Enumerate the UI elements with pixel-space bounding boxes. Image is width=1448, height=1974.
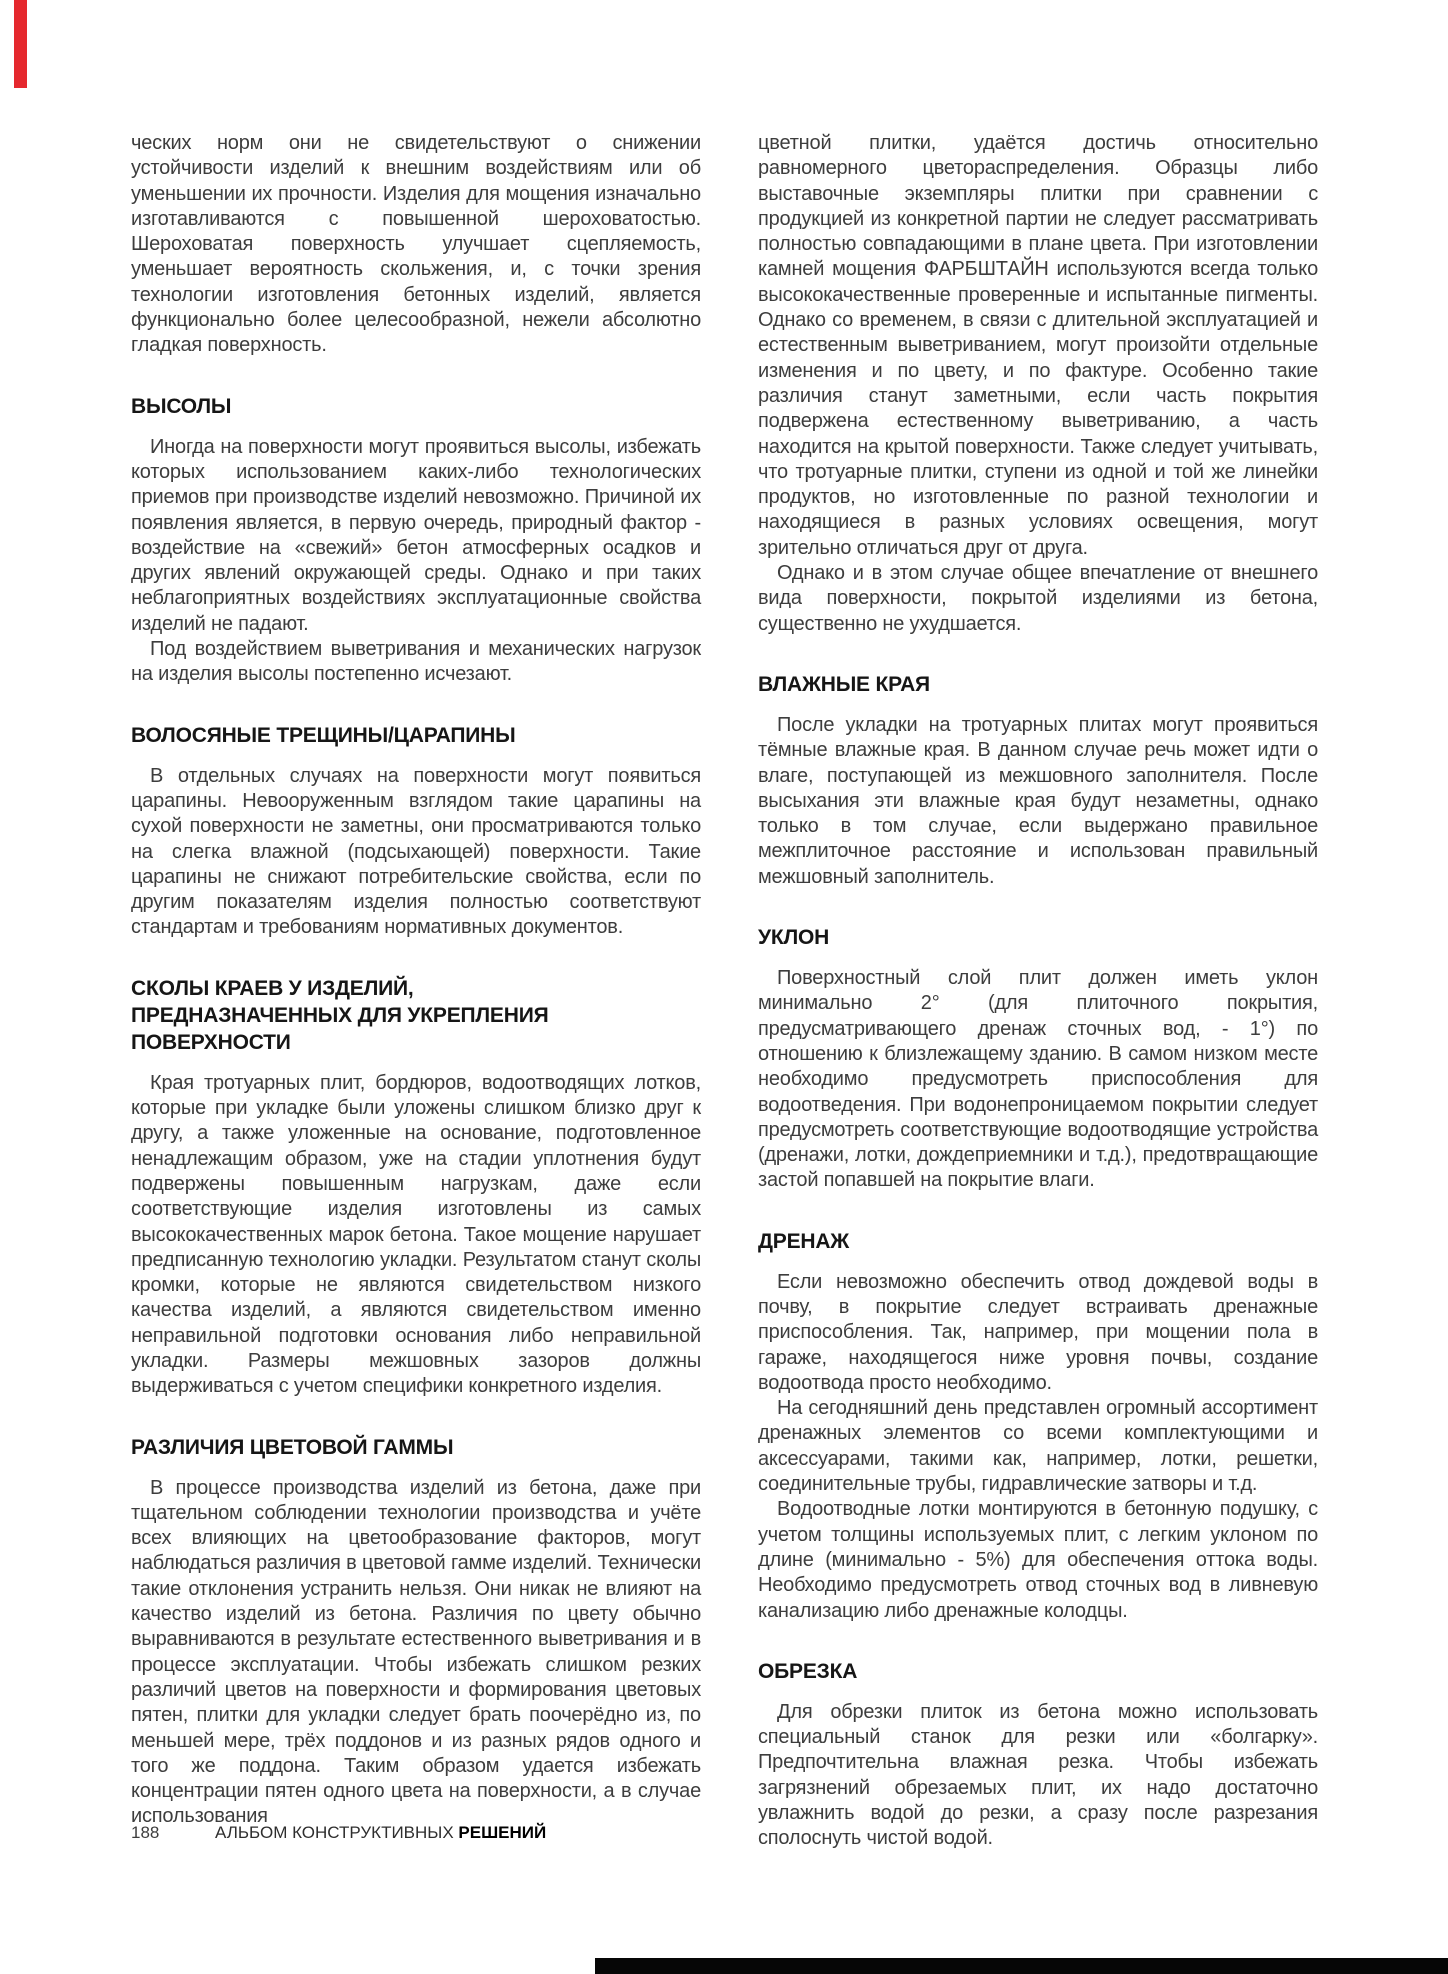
body-paragraph: Под воздействием выветривания и механических нагрузок на изделия высолы постепенно исчезают. — [131, 638, 701, 686]
body-paragraph: Однако и в этом случае общее впечатление от внешнего вида поверхности, покрытой изделиями из бетона, существенно не ухудшается. — [758, 562, 1318, 635]
body-paragraph: В отдельных случаях на поверхности могут появиться царапины. Невооруженным взглядом такие царапины на сухой поверхности не заметны, они просматриваются только на слегка влажной (подсыхающей) поверхности. Такие царапины не снижают потребительские свойства, если по другим показателям изделия полностью соответствуют стандартам и требованиям нормативных документов. — [131, 764, 701, 939]
page-number: 188 — [131, 1823, 160, 1842]
section-heading-vysoly: ВЫСОЛЫ — [131, 394, 232, 418]
page-footer — [131, 1822, 546, 1843]
body-paragraph: Если невозможно обеспечить отвод дождевой воды в почву, в покрытие следует встраивать дренажные приспособления. Так, например, при мощении пола в гараже, находящегося ниже уровня почвы, создание водоотвода просто необходимо. — [758, 1270, 1318, 1394]
section-heading-uklon: УКЛОН — [758, 926, 830, 950]
section-heading-skoly: СКОЛЫ КРАЕВ У ИЗДЕЛИЙ, ПРЕДНАЗНАЧЕННЫХ ДЛЯ УКРЕПЛЕНИЯ ПОВЕРХНОСТИ — [131, 976, 549, 1054]
section-heading-vlazhnye-kraya: ВЛАЖНЫЕ КРАЯ — [758, 672, 930, 696]
left-column — [131, 131, 701, 1830]
body-paragraph: После укладки на тротуарных плитах могут проявиться тёмные влажные края. В данном случае речь может идти о влаге, поступающей из межшовного заполнителя. После высыхания эти влажные края будут незаметны, однако только в том случае, если выдержано правильное межплиточное расстояние и использован правильный межшовный заполнитель. — [758, 713, 1318, 888]
section-heading-treshchiny: ВОЛОСЯНЫЕ ТРЕЩИНЫ/ЦАРАПИНЫ — [131, 723, 516, 747]
body-paragraph: Водоотводные лотки монтируются в бетонную подушку, с учетом толщины используемых плит, с легким уклоном по длине (минимально - 5%) для обеспечения оттока воды. Необходимо предусмотреть отвод сточных вод в ливневую канализацию либо дренажные колодцы. — [758, 1498, 1318, 1622]
body-paragraph: На сегодняшний день представлен огромный ассортимент дренажных элементов со всеми комплектующими и аксессуарами, такими как, например, лотки, решетки, соединительные трубы, гидравлические затворы и т.д. — [758, 1397, 1318, 1496]
section-heading-drenazh: ДРЕНАЖ — [758, 1229, 850, 1253]
body-paragraph: цветной плитки, удаётся достичь относительно равномерного цветораспределения. Образцы либо выставочные экземпляры плитки при сравнении с продукцией из конкретной партии не следует рассматривать полностью совпадающими в плане цвета. При изготовлении камней мощения ФАРБШТАЙН используются всегда только высококачественные проверенные и испытанные пигменты. Однако со временем, в связи с длительной эксплуатацией и естественным выветриванием, могут произойти отдельные изменения и по цвету, и по фактуре. Особенно такие различия станут заметными, если часть покрытия подвержена естественному выветриванию, а часть находится на крытой поверхности. Также следует учитывать, что тротуарные плитки, ступени из одной и той же линейки продуктов, но изготовленные по разной технологии и находящиеся в разных условиях освещения, могут зрительно отличаться друг от друга. — [758, 132, 1318, 559]
body-paragraph: Края тротуарных плит, бордюров, водоотводящих лотков, которые при укладке были уложены слишком близко друг к другу, а также уложенные на основание, подготовленное ненадлежащим образом, уже на стадии уплотнения будут подвержены повышенным нагрузкам, даже если соответствующие изделия изготовлены из самых высококачественных марок бетона. Такое мощение нарушает предписанную технологию укладки. Результатом станут сколы кромки, которые не являются свидетельством низкого качества изделий, а являются свидетельством именно неправильной подготовки основания либо неправильной укладки. Размеры межшовных зазоров должны выдерживаться с учетом специфики конкретного изделия. — [131, 1071, 701, 1398]
bottom-black-bar — [595, 1958, 1448, 1974]
red-accent-bar — [14, 0, 27, 88]
body-paragraph: Для обрезки плиток из бетона можно использовать специальный станок для резки или «болгарку». Предпочтительна влажная резка. Чтобы избежать загрязнений обрезаемых плит, их надо достаточно увлажнить водой до резки, а сразу после разрезания сполоснуть чистой водой. — [758, 1700, 1318, 1850]
book-title-bold: РЕШЕНИЙ — [458, 1823, 547, 1842]
section-heading-razlichiya: РАЗЛИЧИЯ ЦВЕТОВОЙ ГАММЫ — [131, 1435, 454, 1459]
body-paragraph: ческих норм они не свидетельствуют о снижении устойчивости изделий к внешним воздействиям или об уменьшении их прочности. Изделия для мощения изначально изготавливаются с повышенной шероховатостью. Шероховатая поверхность улучшает сцепляемость, уменьшает вероятность скольжения, и, с точки зрения технологии изготовления бетонных изделий, является функционально более целесообразной, нежели абсолютно гладкая поверхность. — [131, 132, 701, 357]
book-title — [215, 1823, 546, 1842]
right-column — [758, 131, 1318, 1852]
section-heading-obrezka: ОБРЕЗКА — [758, 1659, 858, 1683]
book-title-regular: АЛЬБОМ КОНСТРУКТИВНЫХ — [215, 1823, 454, 1842]
body-paragraph: Поверхностный слой плит должен иметь уклон минимально 2° (для плиточного покрытия, предусматривающего дренаж сточных вод, - 1°) по отношению к близлежащему зданию. В самом низком месте необходимо предусмотреть приспособления для водоотведения. При водонепроницаемом покрытии следует предусмотреть соответствующие водоотводящие устройства (дренажи, лотки, дождеприемники и т.д.), предотвращающие застой попавшей на покрытие влаги. — [758, 967, 1318, 1192]
body-paragraph: Иногда на поверхности могут проявиться высолы, избежать которых использованием каких-либо технологических приемов при производстве изделий невозможно. Причиной их появления является, в первую очередь, природный фактор - воздействие на «свежий» бетон атмосферных осадков и других явлений окружающей среды. Однако и при таких неблагоприятных воздействиях эксплуатационные свойства изделий не падают. — [131, 435, 701, 635]
body-paragraph: В процессе производства изделий из бетона, даже при тщательном соблюдении технологии производства и учёте всех влияющих на цветообразование факторов, могут наблюдаться различия в цветовой гамме изделий. Технически такие отклонения устранить нельзя. Они никак не влияют на качество изделий из бетона. Различия по цвету обычно выравниваются в результате естественного выветривания и в процессе эксплуатации. Чтобы избежать слишком резких различий цветов на поверхности и формирования цветовых пятен, плитки для укладки следует брать поочерёдно из, по меньшей мере, трёх поддонов и из разных рядов одного и того же поддона. Таким образом удается избежать концентрации пятен одного цвета на поверхности, а в случае использования — [131, 1476, 701, 1828]
